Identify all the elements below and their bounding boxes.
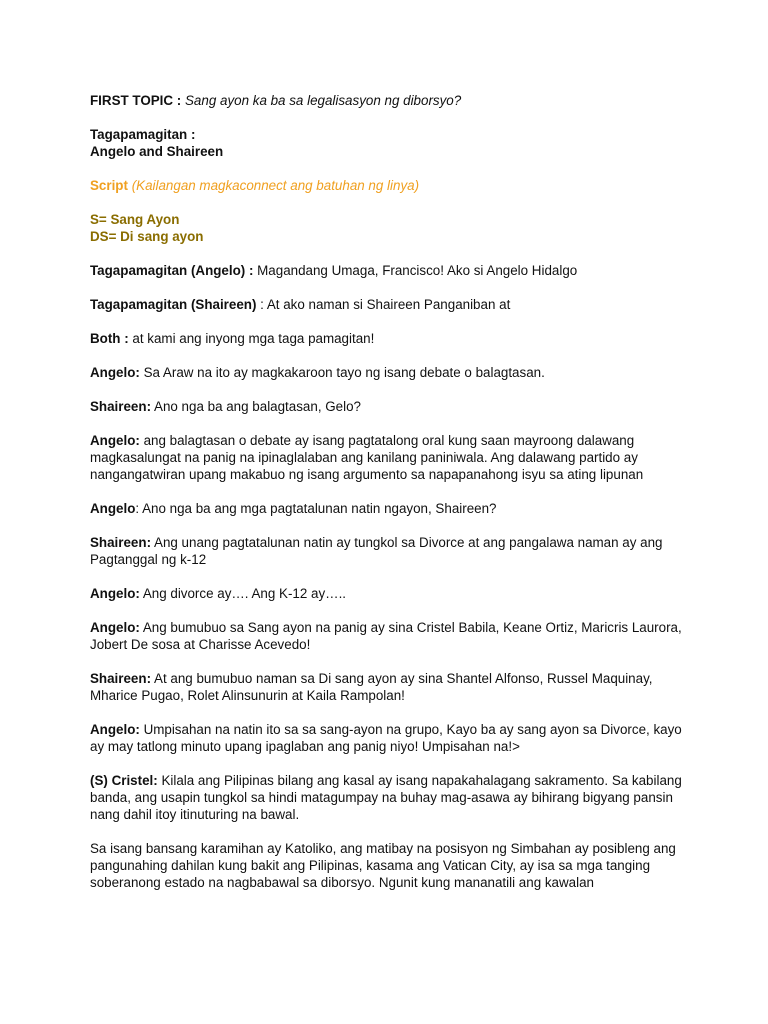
first-topic-label: FIRST TOPIC : <box>90 93 182 108</box>
script-line <box>90 670 690 704</box>
script-line <box>90 364 690 381</box>
script-line <box>90 721 690 755</box>
speaker-label: Shaireen: <box>90 399 152 414</box>
line-text: Magandang Umaga, Francisco! Ako si Angelo Hidalgo <box>253 263 578 278</box>
script-line <box>90 262 690 279</box>
argument-text: Kilala ang Pilipinas bilang ang kasal ay isang napakahalagang sakramento. Sa kabilang banda, ang usapin tungkol sa hindi matagumpay na buhay mag-asawa ay bihirang bigyang pansin nang dahil itoy itinuturing na bawal. <box>90 773 682 822</box>
speaker-label: Shaireen: <box>90 535 152 550</box>
line-text: Ang unang pagtatalunan natin ay tungkol sa Divorce at ang pangalawa naman ay ang Pagtanggal ng k-12 <box>90 535 663 567</box>
script-line <box>90 534 690 568</box>
speaker-label: Angelo: <box>90 433 140 448</box>
line-text: ang balagtasan o debate ay isang pagtatalong oral kung saan mayroong dalawang magkasalungat na panig na ipinaglalaban ang kanilang paniniwala. Ang dalawang partido ay nangangatwiran upang makabuo ng isang argumento sa napapanahong isyu sa ating lipunan <box>90 433 644 482</box>
line-text: Sa Araw na ito ay magkakaroon tayo ng isang debate o balagtasan. <box>139 365 545 380</box>
line-text: at kami ang inyong mga taga pamagitan! <box>128 331 375 346</box>
line-text: : Ano nga ba ang mga pagtatalunan natin ngayon, Shaireen? <box>135 501 497 516</box>
script-label: Script <box>90 178 128 193</box>
moderators-block <box>90 126 690 160</box>
script-line <box>90 619 690 653</box>
script-line <box>90 296 690 313</box>
argument-followup: Sa isang bansang karamihan ay Katoliko, ang matibay na posisyon ng Simbahan ay posibleng ang pangunahing dahilan kung bakit ang Pilipinas, kasama ang Vatican City, ay isa sa mga tanging soberanong estado na nagbabawal sa diborsyo. Ngunit kung mananatili ang kawalan <box>90 841 676 890</box>
line-text: Ano nga ba ang balagtasan, Gelo? <box>151 399 361 414</box>
line-text: Ang divorce ay…. Ang K-12 ay….. <box>139 586 347 601</box>
script-line <box>90 330 690 347</box>
script-line <box>90 432 690 483</box>
moderators-label: Tagapamagitan : <box>90 127 196 142</box>
first-topic <box>90 92 690 109</box>
script-line <box>90 500 690 517</box>
first-topic-question: Sang ayon ka ba sa legalisasyon ng diborsyo? <box>185 93 462 108</box>
speaker-label: Angelo: <box>90 365 140 380</box>
legend-block <box>90 211 690 245</box>
argument-speaker: (S) Cristel: <box>90 773 158 788</box>
script-note: (Kailangan magkaconnect ang batuhan ng linya) <box>131 178 420 193</box>
speaker-label: Angelo: <box>90 586 140 601</box>
speaker-label: Angelo <box>90 501 136 516</box>
legend-sang-ayon: S= Sang Ayon <box>90 212 180 227</box>
speaker-label: Tagapamagitan (Angelo) : <box>90 263 254 278</box>
script-heading <box>90 177 690 194</box>
speaker-label: Angelo: <box>90 620 140 635</box>
speaker-label: Shaireen: <box>90 671 152 686</box>
speaker-label: Angelo: <box>90 722 140 737</box>
script-line <box>90 398 690 415</box>
document-page <box>90 92 690 908</box>
line-text: Umpisahan na natin ito sa sa sang-ayon na grupo, Kayo ba ay sang ayon sa Divorce, kayo ay may tatlong minuto upang ipaglaban ang panig niyo! Umpisahan na!> <box>90 722 682 754</box>
line-text: : At ako naman si Shaireen Panganiban at <box>256 297 511 312</box>
line-text: Ang bumubuo sa Sang ayon na panig ay sina Cristel Babila, Keane Ortiz, Maricris Laurora, Jobert De sosa at Charisse Acevedo! <box>90 620 682 652</box>
speaker-label: Both : <box>90 331 129 346</box>
speaker-label: Tagapamagitan (Shaireen) <box>90 297 257 312</box>
legend-di-sang-ayon: DS= Di sang ayon <box>90 229 204 244</box>
argument-paragraph <box>90 772 690 823</box>
script-line <box>90 585 690 602</box>
moderators-names: Angelo and Shaireen <box>90 144 224 159</box>
line-text: At ang bumubuo naman sa Di sang ayon ay sina Shantel Alfonso, Russel Maquinay, Mharice Pugao, Rolet Alinsunurin at Kaila Rampolan! <box>90 671 653 703</box>
